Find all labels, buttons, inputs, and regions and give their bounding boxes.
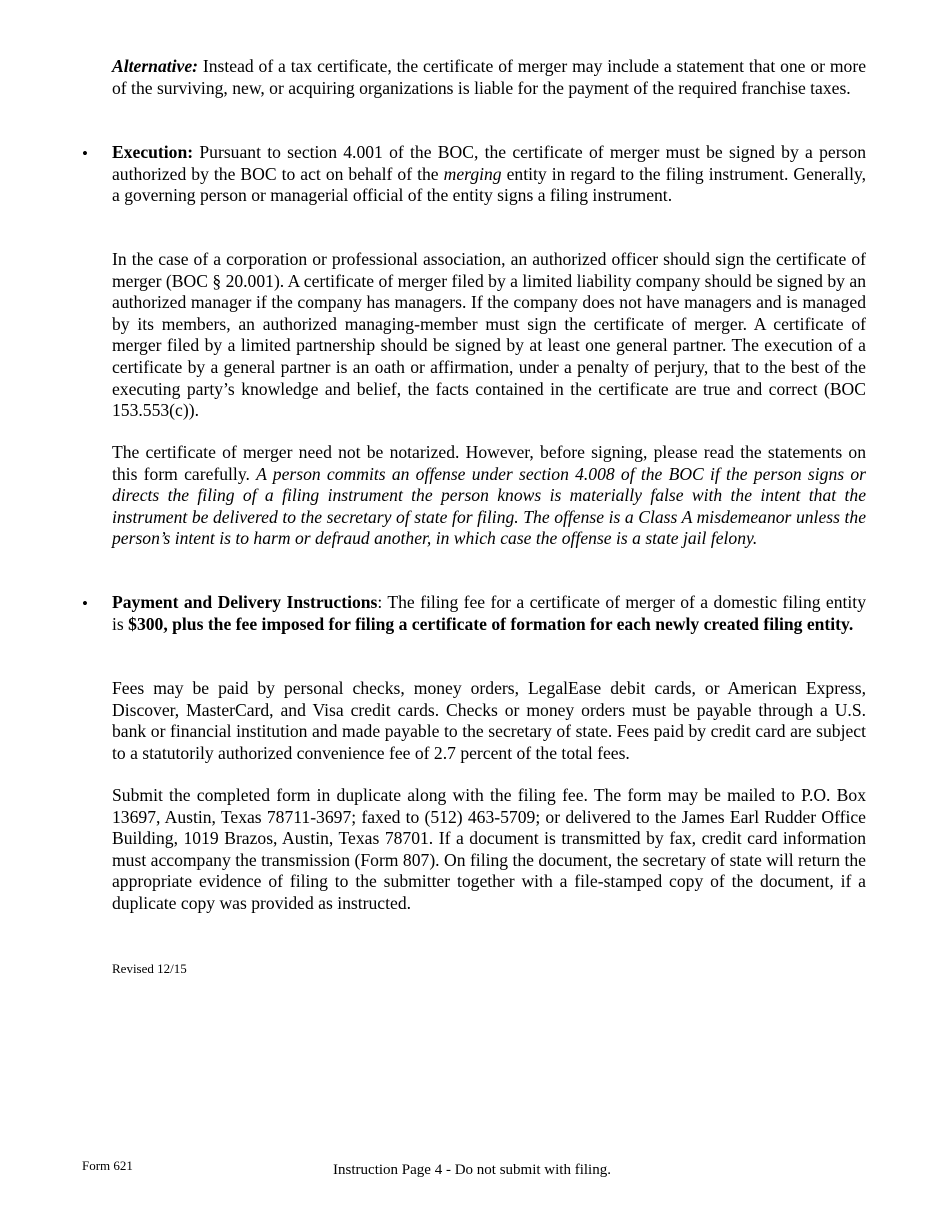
alternative-label: Alternative: xyxy=(112,56,199,76)
notarization-paragraph xyxy=(112,442,866,550)
revised-date: Revised 12/15 xyxy=(112,961,187,976)
alternative-text: Instead of a tax certificate, the certificate of merger may include a statement that one or more of the surviving, new, or acquiring organizations is liable for the payment of the required franchise taxes. xyxy=(112,56,866,98)
execution-text-b: entity in regard to the filing instrument. Generally, a governing person or managerial official of the entity signs a filing instrument. xyxy=(112,163,867,206)
bullet-execution: • xyxy=(82,144,88,163)
payment-paragraph xyxy=(112,592,866,635)
execution-text-a: Pursuant to section 4.001 of the BOC, the certificate of merger must be signed by a person authorized by the BOC to act on behalf of the xyxy=(112,142,866,184)
fees-paragraph: Fees may be paid by personal checks, money orders, LegalEase debit cards, or American Express, Discover, MasterCard, and Visa credit cards. Checks or money orders must be payable through a U.S. bank or financial institution and made payable to the secretary of state. Fees paid by credit card are subject to a statutorily authorized convenience fee of 2.7 percent of the total fees. xyxy=(112,678,866,763)
offense-warning: A person commits an offense under section 4.008 of the BOC if the person signs or directs the filing of a filing instrument the person knows is materially false with the intent that the instrument be delivered to the secretary of state for filing. The offense is a Class A misdemeanor unless the person’s intent is to harm or defraud another, in which case the offense is a state jail felony. xyxy=(112,463,866,549)
page-footer-note: Instruction Page 4 - Do not submit with filing. xyxy=(333,1162,611,1178)
payment-fee-bold: $300, plus the fee imposed for filing a certificate of formation for each newly created filing entity. xyxy=(128,613,854,634)
notarization-text: The certificate of merger need not be notarized. However, before signing, please read the statements on this form carefully. xyxy=(112,442,866,484)
submission-paragraph: Submit the completed form in duplicate along with the filing fee. The form may be mailed to P.O. Box 13697, Austin, Texas 78711-3697; faxed to (512) 463-5709; or delivered to the James Earl Rudder Office Building, 1019 Brazos, Austin, Texas 78701. If a document is transmitted by fax, credit card information must accompany the transmission (Form 807). On filing the document, the secretary of state will return the appropriate evidence of filing to the submitter together with a file-stamped copy of the document, if a duplicate copy was provided as instructed. xyxy=(112,785,866,913)
alternative-paragraph xyxy=(112,56,866,99)
form-number: Form 621 xyxy=(82,1158,133,1173)
execution-paragraph xyxy=(112,142,866,207)
bullet-payment: • xyxy=(82,594,88,613)
payment-text-a: : The filing fee for a certificate of merger of a domestic filing entity is xyxy=(112,592,866,634)
execution-signer-paragraph: In the case of a corporation or professional association, an authorized officer should sign the certificate of merger (BOC § 20.001). A certificate of merger filed by a limited liability company should be signed by an authorized manager if the company has managers. If the company does not have managers and is managed by its members, an authorized managing-member must sign the certificate of merger. A certificate of merger filed by a limited partnership should be signed by at least one general partner. The execution of a certificate by a general partner is an oath or affirmation, under a penalty of perjury, that to the best of the executing party’s knowledge and belief, the facts contained in the certificate are true and correct (BOC 153.553(c)). xyxy=(112,249,866,421)
payment-label: Payment and Delivery Instructions xyxy=(112,592,378,612)
execution-emphasis: merging xyxy=(443,163,502,184)
execution-label: Execution: xyxy=(112,142,194,162)
